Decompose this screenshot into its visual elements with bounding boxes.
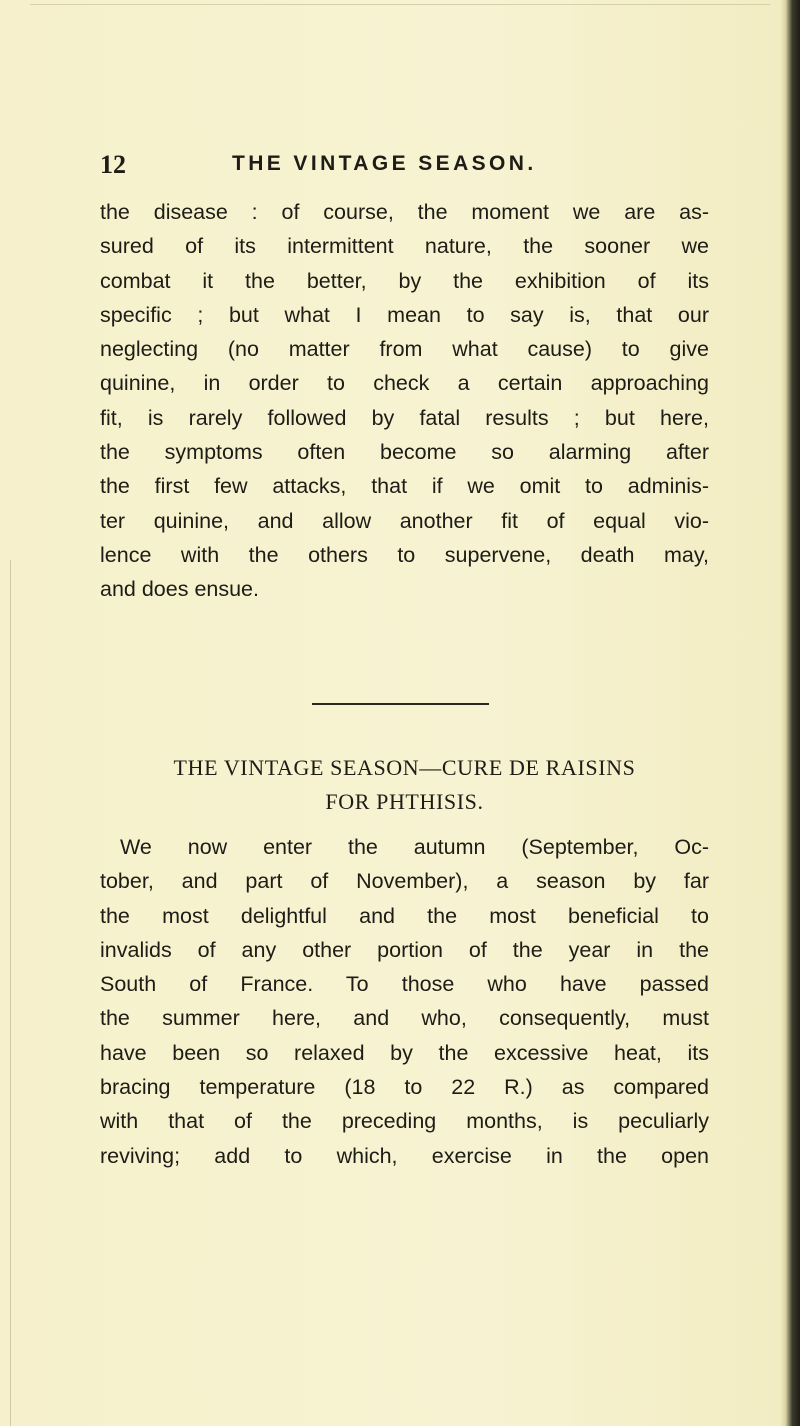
- page-header: [100, 150, 700, 190]
- section-heading-line: FOR PHTHISIS.: [325, 789, 484, 814]
- page-binding-edge: [786, 0, 800, 1426]
- text-line: specific ; but what I mean to say is, that our: [100, 302, 709, 327]
- paragraph-2: [100, 830, 709, 1173]
- running-title: THE VINTAGE SEASON.: [232, 152, 537, 175]
- text-line: neglecting (no matter from what cause) to give: [100, 337, 709, 362]
- text-line: the most delightful and the most beneficial to: [100, 903, 709, 928]
- text-line: sured of its intermittent nature, the sooner we: [100, 234, 709, 259]
- text-line: have been so relaxed by the excessive heat, its: [100, 1040, 709, 1065]
- page-number: 12: [100, 150, 126, 179]
- text-line: the first few attacks, that if we omit to adminis-: [100, 474, 709, 499]
- text-line: combat it the better, by the exhibition of its: [100, 268, 709, 293]
- page-left-shadow: [10, 560, 11, 1426]
- text-line: with that of the preceding months, is peculiarly: [100, 1109, 709, 1134]
- text-line: fit, is rarely followed by fatal results ; but here,: [100, 405, 709, 430]
- text-line: invalids of any other portion of the year in the: [100, 937, 709, 962]
- text-line: bracing temperature (18 to 22 R.) as compared: [100, 1075, 709, 1100]
- text-line: South of France. To those who have passed: [100, 972, 709, 997]
- text-line: We now enter the autumn (September, Oc-: [120, 835, 709, 859]
- text-line: the summer here, and who, consequently, must: [100, 1006, 709, 1031]
- text-line: quinine, in order to check a certain approaching: [100, 371, 709, 396]
- section-heading: [100, 751, 709, 819]
- text-line: reviving; add to which, exercise in the open: [100, 1143, 709, 1168]
- paragraph-1: [100, 195, 709, 607]
- section-divider: [312, 703, 489, 705]
- text-line: the symptoms often become so alarming after: [100, 440, 709, 465]
- text-line: ter quinine, and allow another fit of equal vio-: [100, 508, 709, 533]
- text-line: and does ensue.: [100, 577, 259, 602]
- page-top-edge: [30, 4, 770, 5]
- section-heading-line: THE VINTAGE SEASON—CURE DE RAISINS: [173, 755, 636, 780]
- text-line: the disease : of course, the moment we are as-: [100, 200, 709, 224]
- text-line: lence with the others to supervene, death may,: [100, 542, 709, 567]
- text-line: tober, and part of November), a season by far: [100, 869, 709, 894]
